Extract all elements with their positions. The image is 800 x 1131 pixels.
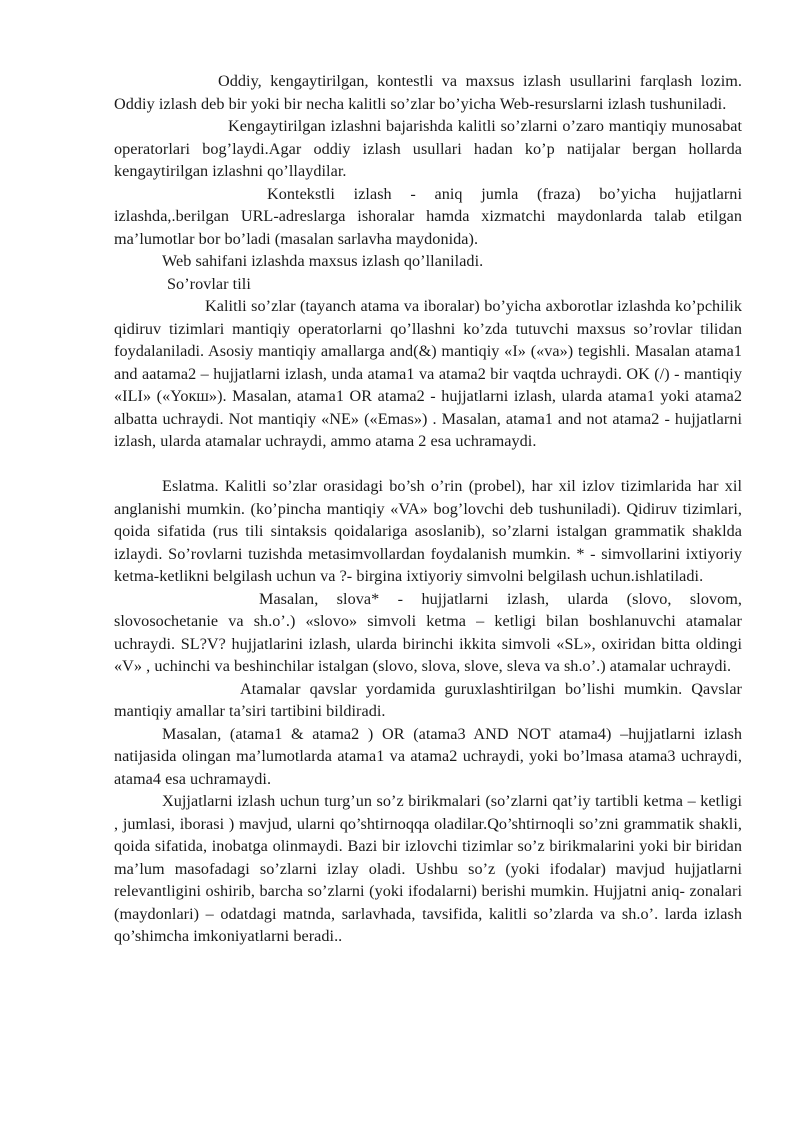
- paragraph-web-page-search: Web sahifani izlashda maxsus izlash qo’llaniladi.: [162, 252, 484, 270]
- paragraph-note: Eslatma. Kalitli so’zlar orasidagi bo’sh o’rin (probel), har xil izlov tizimlarida har xil anglanishi mumkin. (ko’pincha mantiqiy «VA» bog’lovchi deb tushuniladi). Qidiruv tizimlari, qoida sifatida (rus tili sintaksis qoidalariga asoslanib), so’zlarni istalgan grammatik shaklda izlaydi. So’rovlarni tuzishda metasimvollardan foydalanish mumkin. * - simvollarini ixtiyoriy ketma-ketlikni belgilash uchun va ?- birgina ixtiyoriy simvolni belgilash uchun.ishlatiladi.: [114, 477, 742, 585]
- paragraph-keywords-operators: Kalitli so’zlar (tayanch atama va iboralar) bo’yicha axborotlar izlashda ko’pchilik qidiruv tizimlari mantiqiy operatorlarni qo’llashni ko’zda tutuvchi maxsus so’rovlar tilidan foydalaniladi. Asosiy mantiqiy amallarga and(&) mantiqiy «I» («va») tegishli. Masalan atama1 and aatama2 – hujjatlarni izlash, unda atama1 va atama2 bir vaqtda uchraydi. OK (/) - mantiqiy «ILI» («Yoкш»). Masalan, atama1 OR atama2 - hujjatlarni izlash, ularda atama1 yoki atama2 albatta uchraydi. Not mantiqiy «NE» («Emas») . Masalan, atama1 and not atama2 - hujjatlarni izlash, ularda atamalar uchraydi, ammo atama 2 esa uchramaydi.: [114, 297, 742, 450]
- paragraph-wildcard-example: Masalan, slova* - hujjatlarni izlash, ularda (slovo, slovom, slovosochetanie va sh.o’.) «slovo» simvoli ketma – ketligi bilan boshlanuvchi atamalar uchraydi. SL?V? hujjatlarini izlash, ularda birinchi ikkita simvoli «SL», oxiridan bitta oldingi «V» , uchinchi va beshinchilar istalgan (slovo, slova, slove, sleva va sh.o’.) atamalar uchraydi.: [114, 589, 742, 675]
- paragraph-context-search: Kontekstli izlash - aniq jumla (fraza) bo’yicha hujjatlarni izlashda,.berilgan URL-adreslarga ishoralar hamda xizmatchi maydonlarda talab etilgan ma’lumotlar bor bo’ladi (masalan sarlavha maydonida).: [114, 184, 742, 248]
- paragraph-grouping: Atamalar qavslar yordamida guruxlashtirilgan bo’lishi mumkin. Qavslar mantiqiy amallar ta’siri tartibini bildiradi.: [114, 679, 742, 720]
- paragraph-extended-search: Kengaytirilgan izlashni bajarishda kalitli so’zlarni o’zaro mantiqiy munosabat operatorlari bog’laydi.Agar oddiy izlash usullari hadan ko’p natijalar bergan hollarda kengaytirilgan izlashni qo’llaydilar.: [114, 117, 742, 180]
- paragraph-grouping-example: Masalan, (atama1 & atama2 ) OR (atama3 AND NOT atama4) –hujjatlarni izlash natijasida olingan ma’lumotlarda atama1 va atama2 uchraydi, yoki bo’lmasa atama3 uchraydi, atama4 esa uchramaydi.: [114, 724, 742, 788]
- document-page: [114, 70, 742, 948]
- section-heading-query-language: So’rovlar tili: [167, 274, 251, 293]
- blank-line: [114, 453, 742, 476]
- paragraph-phrase-search: Xujjatlarni izlash uchun turg’un so’z birikmalari (so’zlarni qat’iy tartibli ketma – ketligi , jumlasi, iborasi ) mavjud, ularni qo’shtirnoqqa oladilar.Qo’shtirnoqli so’zni grammatik shakli, qoida sifatida, inobatga olinmaydi. Bazi bir izlovchi tizimlar so’z birikmalarini yoki bir biridan ma’lum masofadagi so’zlarni izlay oladi. Ushbu so’z (yoki ifodalar) mavjud hujjatlarni relevantligini oshirib, barcha so’zlarni (yoki ifodalarni) berishi mumkin. Hujjatni aniq- zonalari (maydonlari) – odatdagi matnda, sarlavhada, tavsifida, kalitli so’zlarda va sh.o’. larda izlash qo’shimcha imkoniyatlarni beradi..: [114, 792, 742, 945]
- paragraph-search-methods: Oddiy, kengaytirilgan, kontestli va maxsus izlash usullarini farqlash lozim. Oddiy izlash deb bir yoki bir necha kalitli so’zlar bo’yicha Web-resurslarni izlash tushuniladi.: [114, 72, 742, 113]
